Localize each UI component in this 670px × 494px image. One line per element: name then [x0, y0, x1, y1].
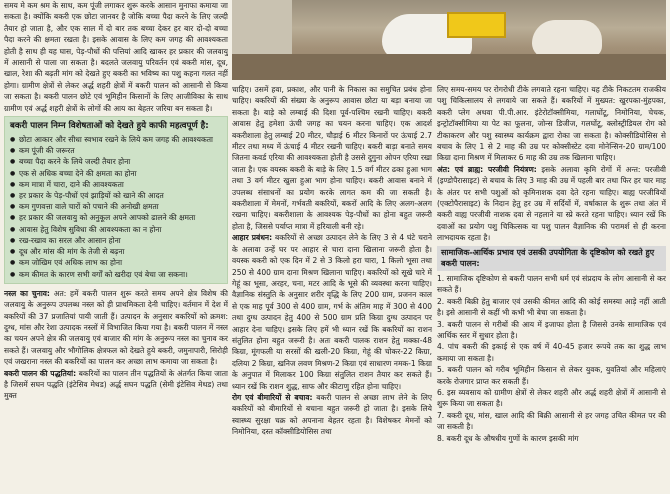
- numbered-point: 5. बकरी पालन को गरीब भूमिहीन किसान से लेकर युवक, युवतियां और महिलाएं करके रोजगार प्राप्त कर सकती हैं।: [437, 365, 666, 386]
- list-item: ● कम गुणवत्ता वाले चारों को पचाने की अनोखी क्षमता: [10, 201, 222, 212]
- methods-paragraph: [4, 368, 228, 402]
- list-item: ● हर प्रकार के पेड़-पौधों एवं झाड़ियों को खाने की आदत: [10, 190, 222, 201]
- numbered-point: 2. बकरी बिक्री हेतु बाजार एवं उसकी कीमत आदि की कोई समस्या आड़े नहीं आती है। इसे आसानी से कहीं भी कभी भी बेचा जा सकता है।: [437, 296, 666, 318]
- middle-column: [232, 84, 432, 494]
- disease-paragraph: [232, 392, 432, 438]
- section-heading: सामाजिक-आर्थिक प्रभाव एवं उसकी उपयोगिता के दृष्टिकोण को रखते हुए बकरी पालन:: [437, 246, 666, 271]
- vaccine-paragraph: लिए समय-समय पर रोगरोधी टीके लगवाते रहना चाहिए। यह टीके निकटतम राजकीय पशु चिकित्सालय से लगवाये जा सकते हैं। बकरियों में मुख्यत: खुरपका-मुंहपका, बकरी प्लेग अथवा पी.पी.आर. इंटेरोटॉक्सीमिया, गलाघोंटू, निमोनिया, चेचक, इन्ट्रोटॉक्सीमिया या पेट का फूलना, जोन्स डिजीज, गलघोंटू, क्लोस्ट्रीडियल रोग को टीकाकरण और पशु स्वास्थ्य कार्यक्रम द्वारा रोका जा सकता है। कोक्सीडियोसिस से बचाव के लिए 1 से 2 माह की उम्र पर कोक्सीस्टेट दवा मोनेन्सिन-20 ग्राम/100 किग्रा दाना मिश्रण में मिलाकर 6 माह की उम्र तक खिलाना चाहिए।: [437, 85, 666, 163]
- methods-heading: बकरी पालन की पद्धतियां:: [4, 368, 77, 378]
- goat-photo: [232, 0, 666, 80]
- right-column: [437, 84, 666, 494]
- list-item: ● दूध और मांस की मांग के तेजी से बढ़ना: [10, 246, 222, 257]
- parasite-paragraph: [437, 164, 666, 244]
- list-item: ● छोटा आकार और सीधा स्वभाव रखने के लिये कम जगह की आवश्यकता: [10, 134, 222, 145]
- breed-paragraph: [4, 288, 228, 368]
- disease-text: बकरी पालन से अच्छा लाभ लेने के लिए बकरियों को बीमारियों से बचाना बहुत जरूरी हो जाता है। इसके लिये स्वास्थ्य सुरक्षा चक्र को अपनाना बेहतर रहता है। विशेषकर मेमनों को निमोनिया, दस्त कॉक्सीडियोसिस तथा: [232, 392, 432, 437]
- list-item: ● रख-रखाव का सरल और आसान होना: [10, 235, 222, 246]
- housing-paragraph: चाहिए। उसमें हवा, प्रकाश, और पानी के निकास का समुचित प्रबंध होना चाहिए। बकरियों की संख्या के अनुरूप आवास छोटा या बड़ा बनाया जा सकता है। बाड़े को लम्बाई की दिशा पूर्व-पश्चिम रखनी चाहिए। बकरी आवास हेतु हमेशा ऊंची जगह का चयन करना चाहिए। एक आदर्श बकरीशाला हेतु लम्बाई 20 मीटर, चौड़ाई 6 मीटर किनारों पर ऊंचाई 2.7 मीटर तथा मध्य में ऊंचाई 4 मीटर रखनी चाहिए। बकरी बाड़ा बनाते समय जितना कवर्ड एरिया की आवश्यकता होती है उससे दुगुना ओपन एरिया रखा जाता है। एक वयस्क बकरी के बाड़े के लिए 1.5 वर्ग मीटर ढका हुआ भाग तथा 3 वर्ग मीटर खुला हुआ भाग होना चाहिए। बकरी आवास बनाने में उपलब्ध संसाधनों का प्रयोग करके लागत कम की जा सकती है। बकरीशाला में मेमनों, गर्भवती बकरियों, बकरों आदि के लिए अलग-अलग रखना चाहिए। बकरीशाला के आवश्यक पेड़-पौधों का होना बहुत जरूरी होता है, जिससे पर्याप्त मात्रा में हरियाली बनी रहे।: [232, 85, 432, 231]
- list-item: ● कम कीमत के कारण सभी वर्गों को खरीदा एवं बेचा जा सकना।: [10, 269, 222, 280]
- disease-heading: रोग एवं बीमारियों से बचाव:: [232, 392, 313, 402]
- numbered-point: 1. सामाजिक दृष्टिकोण से बकरी पालन सभी धर्म एवं संप्रदाय के लोग आसानी से कर सकते हैं।: [437, 273, 666, 295]
- photo-ground: [232, 54, 666, 80]
- numbered-point: 6. इस व्यवसाय को ग्रामीण क्षेत्रों से लेकर शहरी और अर्द्ध शहरी क्षेत्रों में आसानी से शुरू किया जा सकता है।: [437, 387, 666, 409]
- feed-paragraph: [232, 232, 432, 392]
- parasite-heading: अंत: एवं ब्राह्य: परजीवी नियंत्रण:: [437, 164, 537, 174]
- numbered-point: 3. बकरी पालन से गरीबों की आय में इजाफा होता है जिससे उनके सामाजिक एवं आर्थिक स्तर में सुधार होता है।: [437, 319, 666, 340]
- breed-heading: नस्ल का चुनाव:: [4, 288, 50, 298]
- features-list: [10, 134, 222, 280]
- features-box: [4, 116, 228, 284]
- numbered-point: 8. बकरी दूध के औषधीय गुणों के कारण इसकी मांग: [437, 433, 579, 443]
- feed-heading: आहार प्रबंधन:: [232, 233, 273, 243]
- list-item: ● आवास हेतु विशेष सुविधा की आवश्यकता का न होना: [10, 224, 222, 235]
- list-item: ● कम जोखिम एवं अधिक लाभ का होना: [10, 257, 222, 268]
- breed-text: अत: हमें बकरी पालन शुरू करते समय अपने क्षेत्र विशेष की जलवायु के अनुरूप उपलब्ध नस्ल को ही प्राथमिकता देनी चाहिए। वर्तमान में देश में बकरियों की 37 प्रजातियां पायी जाती हैं। उत्पादन के अनुसार बकरियों को क्रमश: दुग्ध, मांस और रेशा उत्पादक नस्लों में विभाजित किया गया है। बकरी पालन में नस्ल का चयन अपने क्षेत्र की जलवायु एवं बाजार की मांग के अनुरूप नस्ल का चुनाव कर सकते हैं। जलवायु और भौगोलिक क्षेत्रफल को देखते हुये बकरी, जमुनापारी, सिरोही एवं जखराना नस्ल की बकरियों का पालन कर अच्छा लाभ कमाया जा सकता है।: [4, 288, 228, 367]
- feed-trough: [447, 12, 506, 38]
- goat-figure: [532, 20, 602, 58]
- feed-text: बकरियों से अच्छा उत्पादन लेने के लिए 3 से 4 घंटे चराने के अलावा उन्हें घर पर आहार से चारा दाना खिलाना जरूरी होता है। वयस्क बकरी को एक दिन में 2 से 3 किलो हरा चारा, 1 किलो भूसा तथा 250 से 400 ग्राम दाना मिश्रण खिलाना चाहिए। बकरियों को सूखे चारे में गेहूं का भूसा, अरहर, चना, मटर आदि के भूसे की व्यवस्था करना चाहिए। वैज्ञानिक संस्तुति के अनुसार शरीर वृद्धि के लिए 200 ग्राम, प्रजनन काल से एक माह पूर्व 300 से 400 ग्राम, गर्भ के अंतिम माह में 300 से 400 तथा दुग्ध उत्पादन हेतु 400 से 500 ग्राम प्रति किग्रा दुग्ध उत्पादन पर आहार देना चाहिए। इसके लिए हमें भी ध्यान रखें कि बकरियों का राशन संतुलित होना बहुत जरूरी है। अतः बकरी पालक राशन हेतु मक्का-48 किग्रा, मूंगफली या सरसों की खली-20 किग्रा, गेहूं की चोकर-22 किग्रा, दलिया 2 किग्रा, खनिज लवण मिश्रण-2 किग्रा एवं साधारण नमक-1 किग्रा के अनुपात में मिलाकर 100 किग्रा संतुलित राशन तैयार कर सकते हैं। ध्यान रखें कि राशन शुद्ध, साफ और कीटाणु रहित होना चाहिए।: [232, 233, 432, 391]
- list-item: ● कम पूंजी की जरूरत: [10, 145, 222, 156]
- parasite-text: इसके अलावा कृमि रोगों में अन्त: परजीवी (इण्डोपैरासाइट) से बचाव के लिए 3 माह की उम्र में पहली बार तथा फिर हर चार माह के अंतर पर सभी पशुओं को कृमिनाशक दवा देते रहना चाहिए। बाह्य परजीवियों (एक्टोपैरासाइट) के निदान हेतु हर उम्र में सर्दियों में, वर्षाकाल के शुरू तथा अंत में बकरी वाह्य परजीवी नाशक दवा से नहलाने या स्प्रे करते रहना चाहिए। ध्यान रखें कि दवाओं का प्रयोग पशु चिकित्सक या पशु पालन वैज्ञानिक की परामर्श से ही करना लाभदायक रहता है।: [437, 164, 666, 243]
- list-item: ● बच्चा पैदा करने के लिये जल्दी तैयार होना: [10, 156, 222, 167]
- list-item: ● कम मात्रा में चारा, दाने की आवश्यकता: [10, 179, 222, 190]
- numbered-point: 7. बकरी दूध, मांस, खाल आदि की बिक्री आसानी से हर जगह उचित कीमत पर की जा सकती है।: [437, 410, 666, 432]
- left-column: [4, 0, 228, 494]
- numbered-point: 4. पांच बकरी की इकाई से एक वर्ष में 40-45 हजार रूपये तक का शुद्ध लाभ कमाया जा सकता है।: [437, 342, 666, 363]
- list-item: ● एक से अधिक बच्चा देने की क्षमता का होना: [10, 168, 222, 179]
- features-title: बकरी पालन निम्न विशेषताओं को देखते हुये काफी महत्वपूर्ण है:: [10, 121, 209, 132]
- intro-paragraph: समय मे कम श्रम के साथ, कम पूंजी लगाकर शुरू करके आसान मुनाफा कमाया जा सकता है। क्योंकि बकरी एक छोटा जानवर है जोकि बच्चा पैदा करने के लिए जल्दी तैयार हो जाता है, और एक साल में दो बार तक बच्चा देकर हर बार दो-दो बच्चा पैदा करने की क्षमता रखता है। इसके आवास के लिए कम जगह की आवश्यकता होती है साथ ही यह घास, पेड़-पौधों की पत्तियां आदि खाकर हर प्रकार की जलवायु में आसानी से पाला जा सकता है। बदलते जलवायु परिवर्तन एवं बकरी मांस, दूध, खाल, रेशा की बढ़ती मांग को देखते हुए बकरी का भविष्य का पशु कहना गलत नहीं होगा। ग्रामीण क्षेत्रों से लेकर अर्द्ध शहरी क्षेत्रों में बकरी पालन को आसानी से किया जा सकता है। बकरी पालन छोटे एवं भूमिहीन किसानों के लिए आजीविका के साथ ग्रामीण एवं अर्द्ध शहरी क्षेत्रों के लोगों की आय का बेहतर जरिया बन सकता है।: [4, 1, 228, 113]
- list-item: ● हर प्रकार की जलवायु को अनुकूल अपने आपको ढालने की क्षमता: [10, 212, 222, 223]
- methods-text: बकरियों का पालन तीन पद्धतियों के अंतर्गत किया जाता है जिसमें सघन पद्धति (इंटेसिव मेथड) अर्द्ध सघन पद्धति (सेमी इंटेसिव मेथड) तथा मुक्त: [4, 368, 228, 401]
